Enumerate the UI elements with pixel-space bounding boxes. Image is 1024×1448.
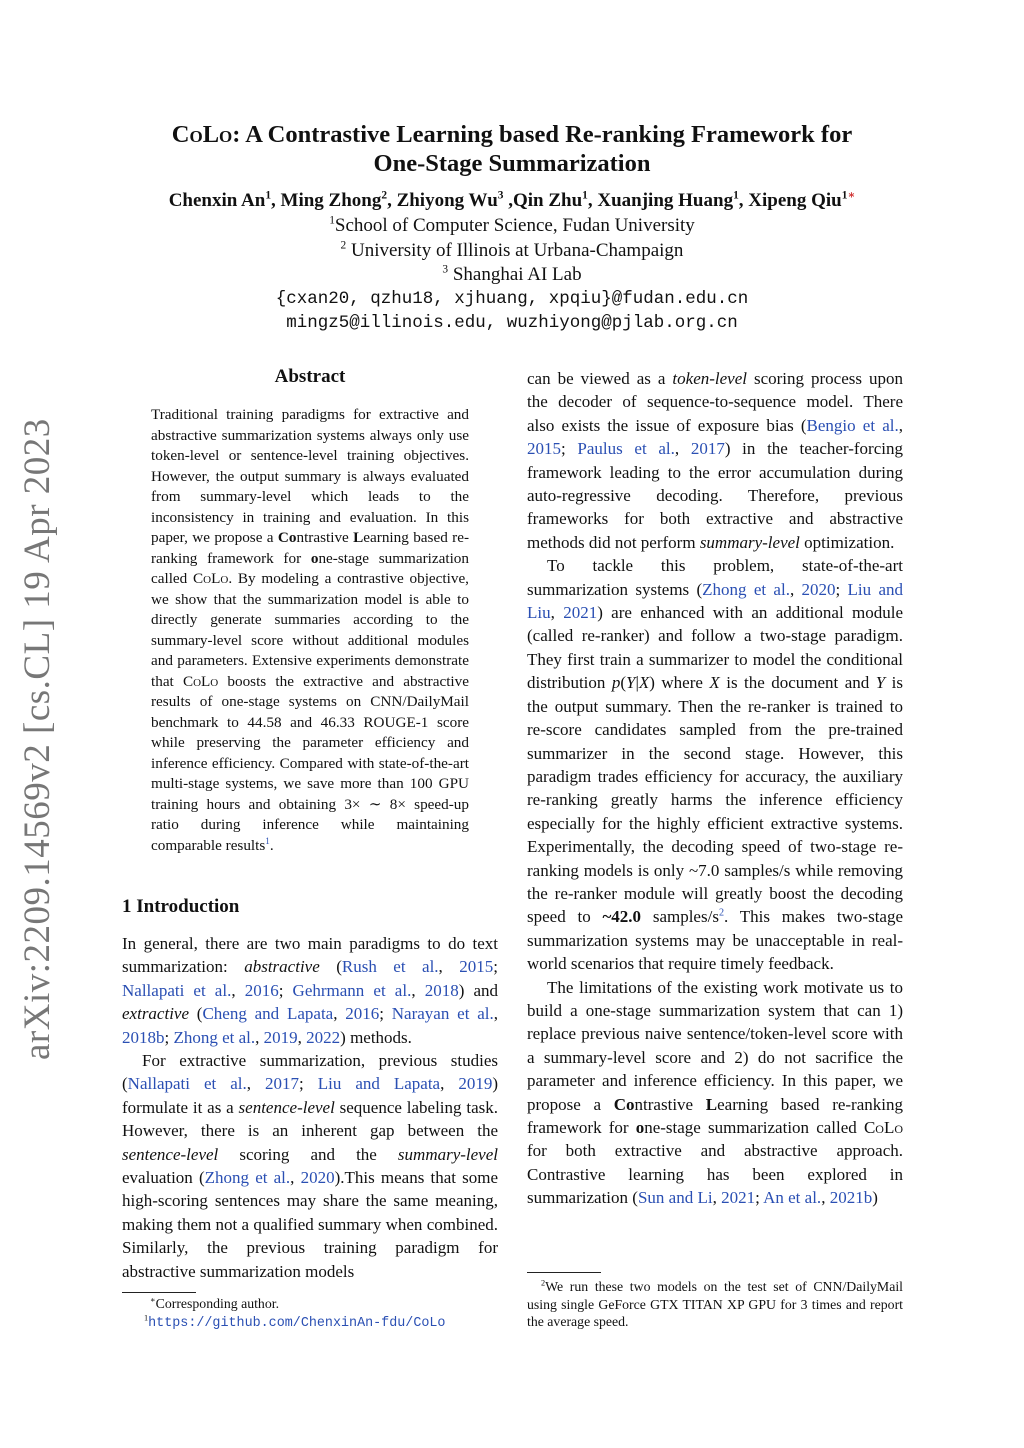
abstract-heading: Abstract xyxy=(274,366,346,387)
paper-title: CoLo: A Contrastive Learning based Re-ranking Framework for One-Stage Summarization xyxy=(100,120,924,178)
footnote-speed-text: We run these two models on the test set of CNN/DailyMail using single GeForce GTX TITAN XP GPU for 3 times and report the average speed. xyxy=(527,1279,903,1329)
footnote-corresponding: ∗Corresponding author. $^1$https://github.com/ChenxinAn-fdu/CoLo xyxy=(144,1295,446,1331)
affiliation-illinois: $^2$ University of Illinois at Urbana-Champaign xyxy=(340,239,684,261)
section-heading-introduction: 1 Introduction xyxy=(122,896,240,917)
affiliation-fudan: $^1$School of Computer Science, Fudan University xyxy=(329,214,695,236)
email-line-2: mingz5@illinois.edu, wuzhiyong@pjlab.org.cn xyxy=(286,313,738,333)
footnote-rule-right xyxy=(527,1272,601,1273)
introduction-left-column: In general, there are two main paradigms to do text summarization: abstractive (Rush et al., 2015; Nallapati et al., 2016; Gehrmann et al., 2018) and extractive (Cheng and Lapata, 2016; Narayan et al., 2018b; Zhong et al., 2019, 2022) methods. For extractive summarization, previous studies (Nallapati et al., 2017; Liu and Lapata, 2019) formulate it as a sentence-level sequence labeling task. However, there is an inherent gap between the sentence-level scoring and the summary-level evaluation (Zhong et al., 2020).This means that some high-scoring sentences may share the same meaning, making them not a qualified summary when combined. Similarly, the previous training paradigm for abstractive summarization models xyxy=(122,934,499,1281)
abstract-body: Traditional training paradigms for extractive and abstractive summarization systems always only use token-level or sentence-level training objectives. However, the output summary is always evaluated from summary-level which leads to the inconsistency in training and evaluation. In this paper, we propose a Contrastive Learning based re-ranking framework for one-stage summarization called CoLo. By modeling a contrastive objective, we show that the summarization model is able to directly generate summaries according to the summary-level score without additional modules and parameters. Extensive experiments demonstrate that CoLo boosts the extractive and abstractive results of one-stage systems on CNN/DailyMail benchmark to 44.58 and 46.33 ROUGE-1 score while preserving the parameter efficiency and inference efficiency. Compared with state-of-the-art multi-stage systems, we save more than 100 GPU training hours and obtaining 3× ∼ 8× speed-up ratio during inference while maintaining comparable results$^1$. xyxy=(151,406,470,854)
arxiv-identifier: arXiv:2209.14569v2 [cs.CL] 19 Apr 2023 xyxy=(17,418,58,1060)
email-line-1: {cxan20, qzhu18, xjhuang, xpqiu}@fudan.edu.cn xyxy=(275,289,749,309)
author-list: Chenxin An$^1$, Ming Zhong$^2$, Zhiyong Wu$^3$ ,Qin Zhu$^1$, Xuanjing Huang$^1$, Xipeng Qiu$^{1∗}$ xyxy=(168,189,856,211)
footnote-speed: $^2$We run these two models on the test set of CNN/DailyMail using single GeForce GTX TITAN XP GPU for 3 times and report the average speed. xyxy=(527,1278,903,1329)
introduction-right-column: can be viewed as a token-level scoring process upon the decoder of sequence-to-sequence model. There also exists the issue of exposure bias (Bengio et al., 2015; Paulus et al., 2017) in the teacher-forcing framework leading to the error accumulation during auto-regressive decoding. Therefore, previous frameworks for both extractive and abstractive methods did not perform summary-level optimization. To tackle this problem, state-of-the-art summarization systems (Zhong et al., 2020; Liu and Liu, 2021) are enhanced with an additional module (called re-ranker) and follow a two-stage paradigm. They first train a summarizer to model the conditional distribution p(Y|X) where X is the document and Y is the output summary. Then the re-ranker is trained to re-score candidates sampled from the pre-trained summarizer in the second stage. However, this paradigm trades efficiency for accuracy, the auxiliary re-ranking greatly harms the inference efficiency especially for the highly efficient extractive systems. Experimentally, the decoding speed of two-stage re-ranking models is only ~7.0 samples/s while removing the re-ranker module will greatly boost the decoding speed to ~42.0 samples/$s^2$. This makes two-stage summarization systems may be unacceptable in real-world scenarios that require timely feedback. The limitations of the existing work motivate us to build a one-stage summarization system that can 1) replace previous naive sentence/token-level score with a summary-level score and 2) do not sacrifice the parameter and inference efficiency. In this paper, we propose a Contrastive Learning based re-ranking framework for one-stage summarization called CoLo for both extractive and abstractive approach. Contrastive learning has been explored in summarization (Sun and Li, 2021; An et al., 2021b) xyxy=(527,369,904,1208)
footnote-rule-left xyxy=(122,1292,196,1293)
footnote-code-link[interactable]: https://github.com/ChenxinAn-fdu/CoLo xyxy=(148,1315,446,1331)
affiliation-shanghai: $^3$ Shanghai AI Lab xyxy=(442,263,582,285)
paper-title-line2: One-Stage Summarization xyxy=(373,150,651,177)
